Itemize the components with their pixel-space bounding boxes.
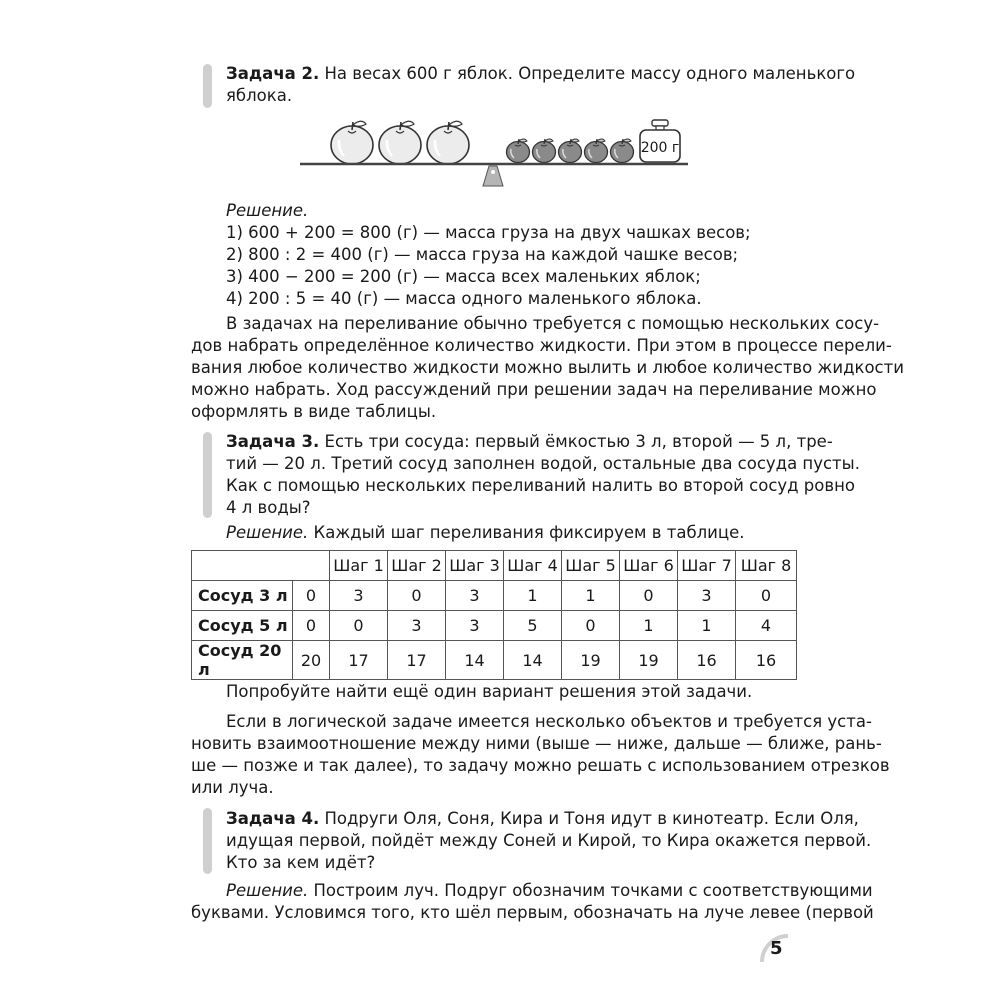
table-cell: 20	[293, 641, 330, 680]
solution-2-step-1: 1) 600 + 200 = 800 (г) — масса груза на двух чашках весов;	[226, 223, 751, 242]
solution-2-step-3: 3) 400 − 200 = 200 (г) — масса всех маленьких яблок;	[226, 267, 701, 286]
paragraph-3-line-3: ше — позже и так далее), то задачу можно решать с использованием отрезков	[191, 756, 890, 775]
small-apple-icon	[559, 139, 582, 163]
solution-2-step-2: 2) 800 : 2 = 400 (г) — масса груза на каждой чашке весов;	[226, 245, 739, 264]
table-row	[192, 581, 797, 611]
table-cell: 0	[620, 581, 678, 611]
scale-illustration	[296, 112, 696, 192]
table-cell: 1	[678, 611, 736, 641]
table-cell: 3	[446, 581, 504, 611]
paragraph-1-line-5: оформлять в виде таблицы.	[191, 402, 437, 421]
solution-2-label: Решение.	[226, 201, 309, 220]
task-2-marker	[203, 64, 212, 108]
table-cell: 19	[620, 641, 678, 680]
table-header-cell: Шаг 5	[562, 551, 620, 581]
table-cell: 19	[562, 641, 620, 680]
task-3-line-3: Как с помощью нескольких переливаний налить во второй сосуд ровно	[226, 476, 855, 495]
fulcrum-icon	[483, 166, 503, 186]
small-apple-icon	[507, 139, 530, 163]
solution-4-line-2: буквами. Условимся того, кто шёл первым, обозначать на луче левее (первой	[191, 903, 874, 922]
table-cell: 0	[736, 581, 797, 611]
task-4-marker	[203, 808, 212, 874]
table-cell: 0	[562, 611, 620, 641]
table-corner-cell	[192, 551, 330, 581]
table-cell: 14	[504, 641, 562, 680]
table-cell: 3	[446, 611, 504, 641]
table-cell: 17	[330, 641, 388, 680]
paragraph-2: Попробуйте найти ещё один вариант решения этой задачи.	[226, 682, 753, 701]
task-3-line-1: Задача 3. Есть три сосуда: первый ёмкостью 3 л, второй — 5 л, тре-	[226, 432, 833, 451]
paragraph-3-line-1: Если в логической задаче имеется несколько объектов и требуется уста-	[226, 712, 872, 731]
table-cell: 3	[330, 581, 388, 611]
task-4-line-2: идущая первой, пойдёт между Соней и Кирой, то Кира окажется первой.	[226, 831, 872, 850]
table-cell: 0	[330, 611, 388, 641]
table-row	[192, 641, 797, 680]
table-cell: 3	[388, 611, 446, 641]
page-number: 5	[770, 938, 783, 959]
task-2-label: Задача 2.	[226, 64, 320, 83]
solution-3-label: Решение.	[226, 523, 309, 542]
row-header-cell: Сосуд 20 л	[192, 641, 293, 680]
table-cell: 1	[620, 611, 678, 641]
task-4-line-1: Задача 4. Подруги Оля, Соня, Кира и Тоня идут в кинотеатр. Если Оля,	[226, 809, 859, 828]
task-3-line-2: тий — 20 л. Третий сосуд заполнен водой, остальные два сосуда пусты.	[226, 454, 860, 473]
paragraph-3-line-2: новить взаимоотношение между ними (выше — ниже, дальше — ближе, рань-	[191, 734, 882, 753]
table-cell: 1	[504, 581, 562, 611]
task-4-line-3: Кто за кем идёт?	[226, 853, 376, 872]
table-cell: 0	[293, 611, 330, 641]
table-cell: 16	[678, 641, 736, 680]
solution-4-label: Решение.	[226, 881, 309, 900]
pouring-steps-table	[191, 550, 797, 680]
table-row	[192, 611, 797, 641]
big-apple-icon	[427, 121, 469, 164]
table-header-cell: Шаг 4	[504, 551, 562, 581]
solution-4-line-1: Решение. Построим луч. Подруг обозначим точками с соответствующими	[226, 881, 873, 900]
table-cell: 3	[678, 581, 736, 611]
table-header-cell: Шаг 2	[388, 551, 446, 581]
task-2-line-1: Задача 2. На весах 600 г яблок. Определите массу одного маленького	[226, 64, 856, 83]
big-apple-icon	[331, 121, 373, 164]
row-header-cell: Сосуд 3 л	[192, 581, 293, 611]
paragraph-1-line-2: дов набрать определённое количество жидкости. При этом в процессе перели-	[191, 336, 892, 355]
task-3-line-4: 4 л воды?	[226, 498, 311, 517]
task-2-line-2: яблока.	[226, 86, 293, 105]
small-apple-icon	[533, 139, 556, 163]
table-cell: 0	[388, 581, 446, 611]
table-cell: 1	[562, 581, 620, 611]
table-cell: 4	[736, 611, 797, 641]
table-header-row	[192, 551, 797, 581]
table-cell: 17	[388, 641, 446, 680]
table-cell: 0	[293, 581, 330, 611]
small-apple-icon	[585, 139, 608, 163]
table-cell: 5	[504, 611, 562, 641]
table-header-cell: Шаг 6	[620, 551, 678, 581]
weight-icon	[640, 120, 680, 162]
small-apple-icon	[611, 139, 634, 163]
paragraph-1-line-4: можно набрать. Ход рассуждений при решении задач на переливание можно	[191, 380, 877, 399]
row-header-cell: Сосуд 5 л	[192, 611, 293, 641]
paragraph-1-line-3: вания любое количество жидкости можно вылить и любое количество жидкости	[191, 358, 904, 377]
solution-2-step-4: 4) 200 : 5 = 40 (г) — масса одного маленького яблока.	[226, 289, 702, 308]
table-header-cell: Шаг 7	[678, 551, 736, 581]
task-3-marker	[203, 432, 212, 518]
table-cell: 14	[446, 641, 504, 680]
table-header-cell: Шаг 1	[330, 551, 388, 581]
table-header-cell: Шаг 3	[446, 551, 504, 581]
task-4-label: Задача 4.	[226, 809, 320, 828]
table-header-cell: Шаг 8	[736, 551, 797, 581]
big-apple-icon	[379, 121, 421, 164]
weight-label: 200 г	[640, 140, 680, 156]
paragraph-3-line-4: или луча.	[191, 778, 274, 797]
table-cell: 16	[736, 641, 797, 680]
task-3-label: Задача 3.	[226, 432, 320, 451]
solution-3-line: Решение. Каждый шаг переливания фиксируем в таблице.	[226, 523, 745, 542]
paragraph-1-line-1: В задачах на переливание обычно требуется с помощью нескольких сосу-	[226, 314, 880, 333]
